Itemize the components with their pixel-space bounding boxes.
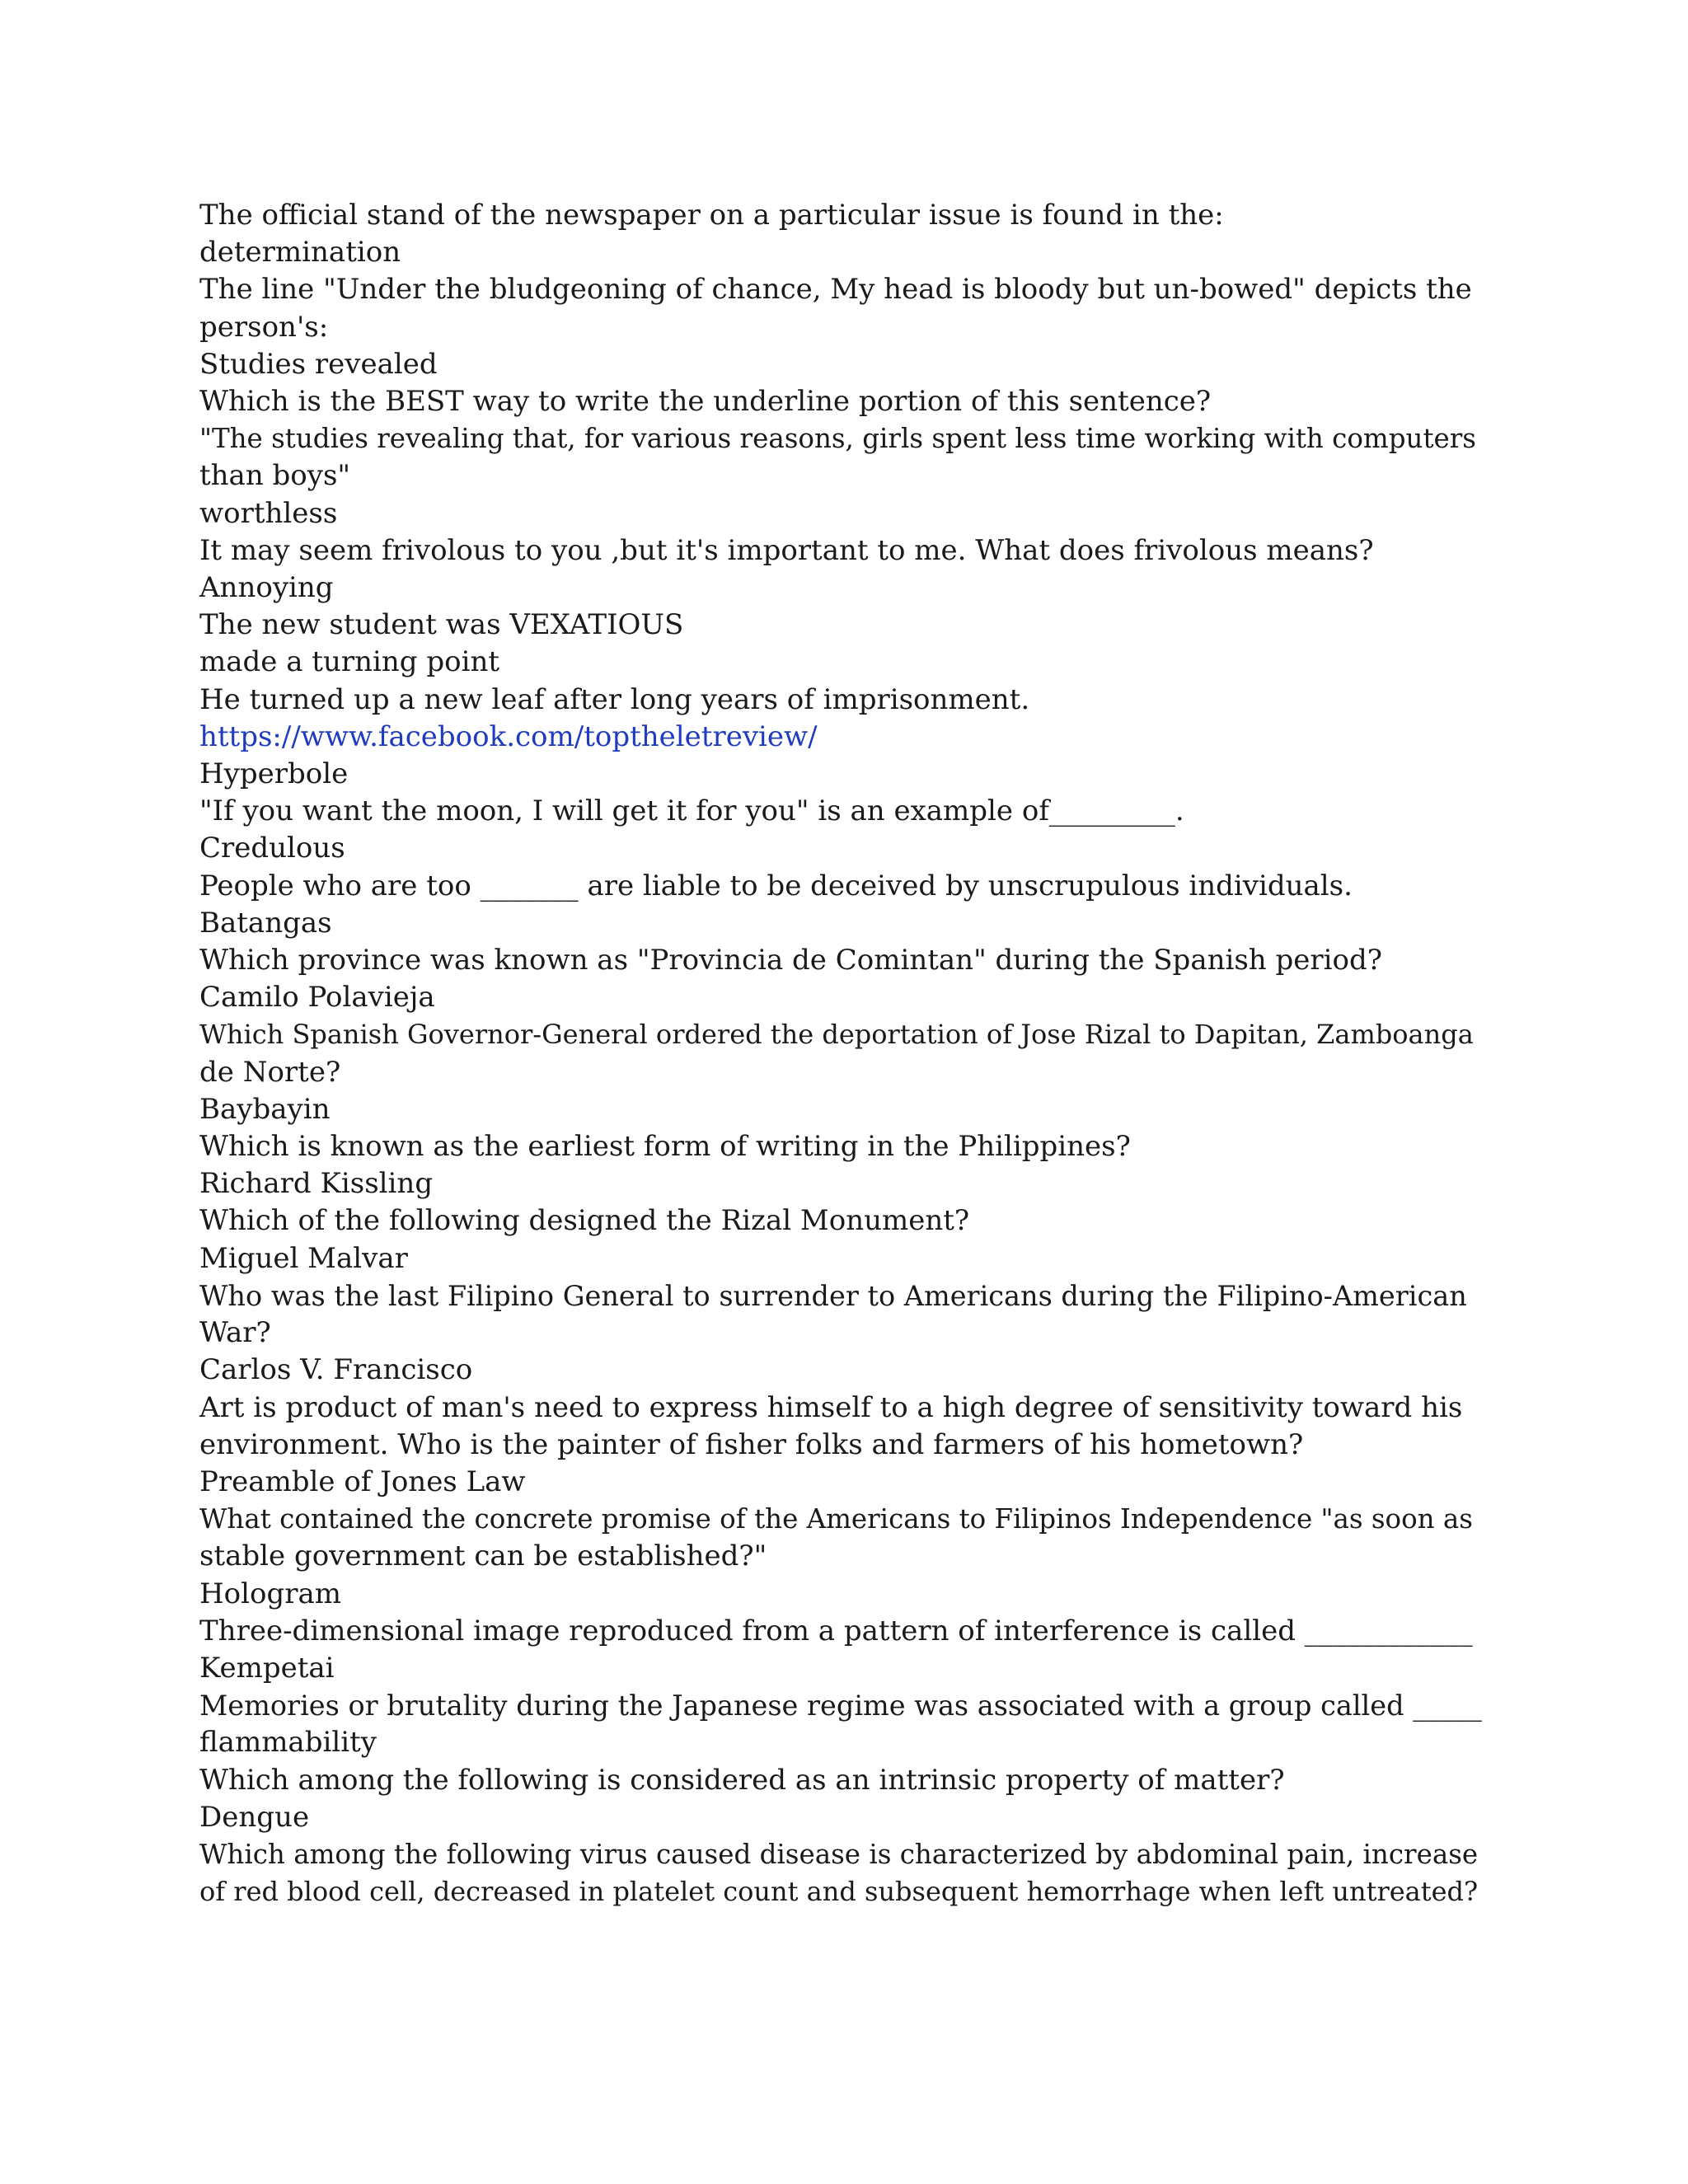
- text-line: The line "Under the bludgeoning of chance, My head is bloody but un-bowed" depicts the: [199, 273, 1472, 307]
- text-line: He turned up a new leaf after long years of imprisonment.: [199, 682, 1030, 716]
- text-line: Hyperbole: [199, 757, 349, 791]
- text-line: Credulous: [199, 832, 345, 865]
- text-line: It may seem frivolous to you ,but it's important to me. What does frivolous means?: [199, 533, 1374, 567]
- text-line: Miguel Malvar: [199, 1241, 408, 1275]
- text-line: Who was the last Filipino General to surrender to Americans during the Filipino-American: [199, 1279, 1467, 1312]
- text-line: of red blood cell, decreased in platelet count and subsequent hemorrhage when left untreated?: [199, 1876, 1479, 1908]
- text-line: Batangas: [199, 906, 332, 940]
- text-line: environment. Who is the painter of fisher folks and farmers of his hometown?: [199, 1427, 1304, 1461]
- text-line: made a turning point: [199, 645, 500, 679]
- text-line: Hologram: [199, 1577, 341, 1610]
- text-line: Which Spanish Governor-General ordered the deportation of Jose Rizal to Dapitan, Zamboanga: [199, 1019, 1474, 1051]
- text-line: Baybayin: [199, 1092, 331, 1126]
- text-line: Which is the BEST way to write the underline portion of this sentence?: [199, 385, 1212, 419]
- text-line: War?: [199, 1316, 271, 1350]
- text-line: Which province was known as "Provincia de Comintan" during the Spanish period?: [199, 944, 1382, 977]
- text-line: person's:: [199, 310, 329, 344]
- text-line: Kempetai: [199, 1651, 335, 1685]
- text-line: Which among the following is considered as an intrinsic property of matter?: [199, 1763, 1285, 1797]
- text-line: What contained the concrete promise of the Americans to Filipinos Independence "as soon as: [199, 1503, 1473, 1535]
- text-line: Which among the following virus caused disease is characterized by abdominal pain, increase: [199, 1838, 1479, 1870]
- text-line: determination: [199, 236, 401, 269]
- text-line: "If you want the moon, I will get it for you" is an example of_________.: [199, 794, 1184, 828]
- text-line: Annoying: [199, 571, 334, 605]
- text-line: stable government can be established?": [199, 1540, 767, 1573]
- text-line: flammability: [199, 1726, 377, 1760]
- document-body: [199, 197, 1485, 1910]
- text-line: "The studies revealing that, for various reasons, girls spent less time working with computers: [199, 423, 1476, 455]
- text-line: Camilo Polavieja: [199, 981, 435, 1015]
- text-line: Which of the following designed the Rizal Monument?: [199, 1204, 970, 1238]
- text-line: Studies revealed: [199, 347, 438, 381]
- text-line: Preamble of Jones Law: [199, 1465, 526, 1498]
- text-line: Richard Kissling: [199, 1167, 434, 1201]
- text-line: de Norte?: [199, 1055, 341, 1089]
- text-line: The new student was VEXATIOUS: [199, 608, 684, 642]
- text-line: Dengue: [199, 1800, 310, 1834]
- text-line: Carlos V. Francisco: [199, 1353, 473, 1387]
- text-line: People who are too _______ are liable to be deceived by unscrupulous individuals.: [199, 869, 1353, 902]
- text-line: Three-dimensional image reproduced from a pattern of interference is called ____________: [199, 1614, 1473, 1647]
- text-line: Which is known as the earliest form of writing in the Philippines?: [199, 1130, 1131, 1164]
- text-line: worthless: [199, 496, 338, 530]
- text-line: Memories or brutality during the Japanese regime was associated with a group called _____: [199, 1690, 1482, 1722]
- facebook-link[interactable]: https://www.facebook.com/toptheletreview/: [199, 719, 818, 753]
- text-line: Art is product of man's need to express himself to a high degree of sensitivity toward his: [199, 1390, 1463, 1424]
- text-line: The official stand of the newspaper on a particular issue is found in the:: [199, 199, 1224, 232]
- text-line: than boys": [199, 459, 351, 493]
